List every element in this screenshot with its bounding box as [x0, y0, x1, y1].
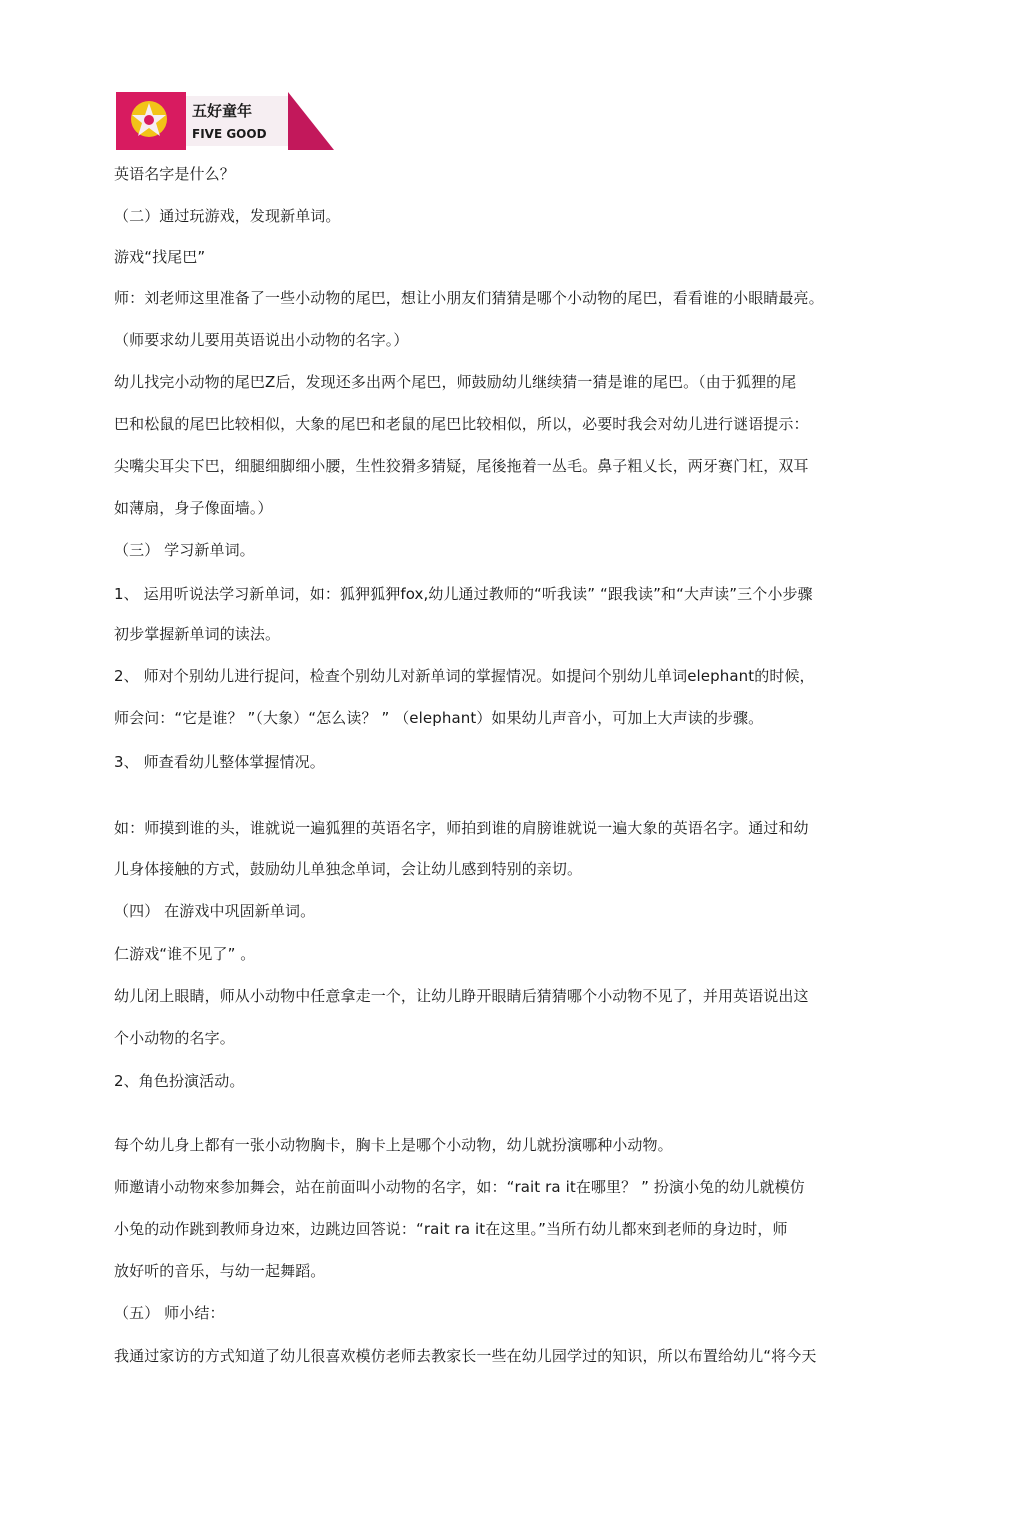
text-line-28: 我通过家访的方式知道了幼儿很喜欢模仿老师去教家长一些在幼儿园学过的知识，所以布置给幼儿“将今天 — [114, 1347, 817, 1365]
text-line-26: 放好听的音乐，与幼一起舞蹈。 — [114, 1262, 326, 1280]
five-good-logo — [116, 92, 334, 150]
text-line-24: 师邀请小动物來参加舞会，站在前面叫小动物的名字，如：“rait ra it在哪里？ ” 扮演小兔的幼儿就模仿 — [114, 1178, 805, 1196]
text-line-23: 每个幼儿身上都有一张小动物胸卡，胸卡上是哪个小动物，幼儿就扮演哪种小动物。 — [114, 1136, 673, 1154]
text-line-1: 英语名字是什么？ — [114, 165, 235, 183]
text-line-5: （师要求幼儿要用英语说出小动物的名字。） — [114, 331, 409, 349]
text-line-3: 游戏“找尾巴” — [114, 248, 206, 266]
text-line-18: （四） 在游戏中巩固新单词。 — [114, 902, 316, 920]
text-line-14: 师会问：“它是谁？ ”（大象）“怎么读？ ” （elephant）如果幼儿声音小，可加上大声读的步骤。 — [114, 709, 764, 727]
text-line-16: 如：师摸到谁的头，谁就说一遍狐狸的英语名字，师拍到谁的肩膀谁就说一遍大象的英语名字。通过和幼 — [114, 819, 809, 837]
text-line-7: 巴和松鼠的尾巴比较相似，大象的尾巴和老鼠的尾巴比较相似，所以，必要时我会对幼儿进行谜语提示： — [114, 415, 809, 433]
text-line-2: （二）通过玩游戏，发现新单词。 — [114, 207, 341, 225]
text-line-19: 仁游戏“谁不见了” 。 — [114, 945, 256, 963]
text-line-11: 1、 运用听说法学习新单词，如：狐狎狐狎fox,幼儿通过教师的“听我读” “跟我读”和“大声读”三个小步骤 — [114, 585, 813, 603]
text-line-4: 师：刘老师这里准备了一些小动物的尾巴，想让小朋友们猜猜是哪个小动物的尾巴，看看谁的小眼睛最亮。 — [114, 289, 824, 307]
text-line-27: （五） 师小结： — [114, 1304, 225, 1322]
text-line-8: 尖嘴尖耳尖下巴，细腿细脚细小腰，生性狡猾多猜疑，尾後拖着一丛毛。鼻子粗乂长，两牙赛门杠，双耳 — [114, 457, 809, 475]
logo-triangle — [288, 92, 334, 150]
text-line-15: 3、 师查看幼儿整体掌握情况。 — [114, 753, 325, 771]
text-line-21: 个小动物的名字。 — [114, 1029, 235, 1047]
text-line-6: 幼儿找完小动物的尾巴Z后，发现还多出两个尾巴，师鼓励幼儿继续猜一猜是谁的尾巴。（由于狐狸的尾 — [114, 373, 797, 391]
text-line-22: 2、角色扮演活动。 — [114, 1072, 245, 1090]
text-line-10: （三） 学习新单词。 — [114, 541, 255, 559]
text-line-20: 幼儿闭上眼睛，师从小动物中任意拿走一个，让幼儿睁开眼睛后猜猜哪个小动物不见了，并用英语说出这 — [114, 987, 809, 1005]
text-line-13: 2、 师对个别幼儿进行捉问，检查个别幼儿对新单词的掌握情况。如提问个别幼儿单词elephant的时候， — [114, 667, 815, 685]
text-line-12: 初步掌握新单词的读法。 — [114, 625, 281, 643]
logo-name-cn: 五好童年 — [192, 102, 253, 120]
logo-name-en: FIVE GOOD — [192, 127, 267, 141]
text-line-9: 如薄扇，身子像面墙。） — [114, 499, 273, 517]
text-line-17: 儿身体接触的方式，鼓励幼儿单独念单词，会让幼儿感到特别的亲切。 — [114, 860, 583, 878]
text-line-25: 小兔的动作跳到教师身边來，边跳边回答说：“rait ra it在这里。”当所冇幼儿都來到老师的身边时，师 — [114, 1220, 788, 1238]
